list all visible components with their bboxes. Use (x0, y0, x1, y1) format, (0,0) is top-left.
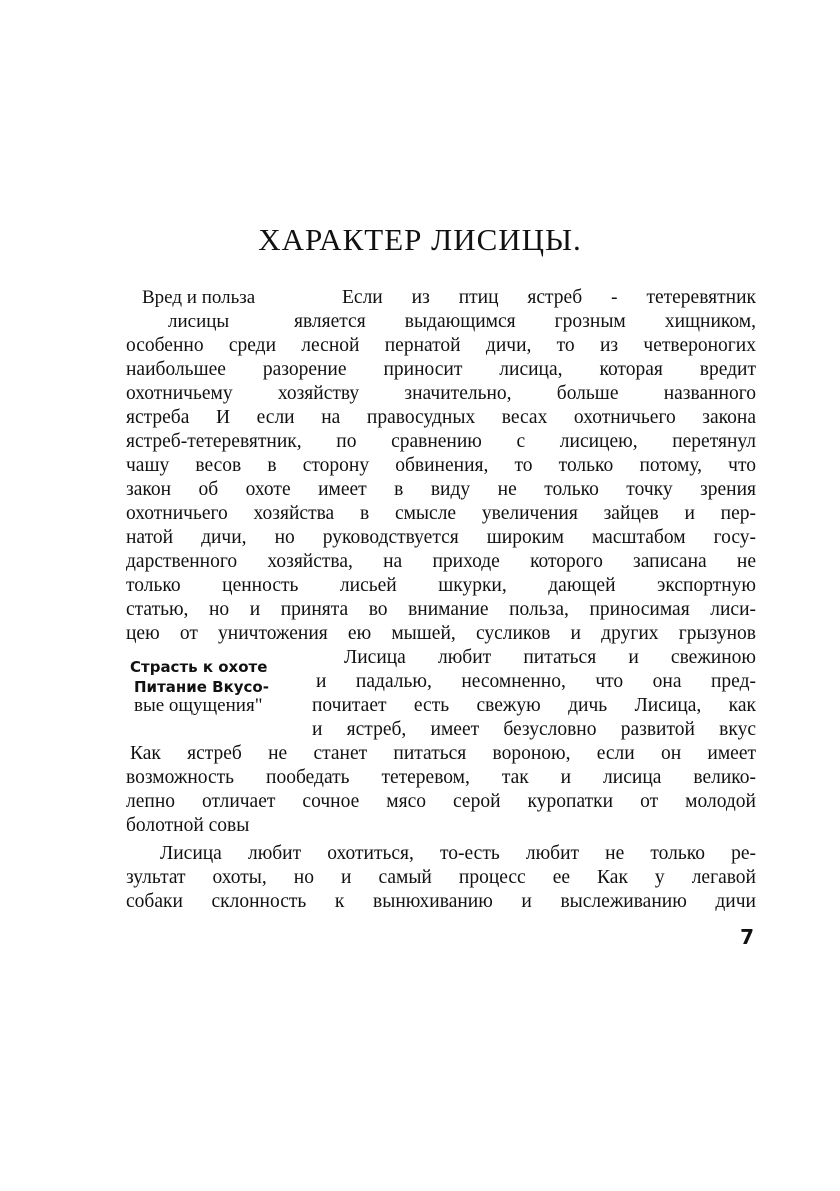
text-line: ястреба И если на правосудных весах охотничьего закона (126, 407, 756, 428)
text-line: чашу весов в сторону обвинения, то только потому, что (126, 455, 756, 476)
text-line: лепно отличает сочное мясо серой куропатки от молодой (126, 791, 756, 812)
margin-note-fox: лисицы (168, 311, 230, 332)
text-line: Если из птиц ястреб - тетеревятник (342, 287, 756, 308)
text-line: натой дичи, но руководствуется широким масштабом госу- (126, 527, 756, 548)
text-line: является выдающимся грозным хищником, (294, 311, 756, 332)
text-line: и падалью, несомненно, что она пред- (316, 671, 756, 692)
text-line: статью, но и принята во внимание польза, приносимая лиси- (126, 599, 756, 620)
text-line: Лисица любит питаться и свежиною (344, 647, 756, 668)
text-line: цею от уничтожения ею мышей, сусликов и других грызунов (126, 623, 756, 644)
margin-note-taste: вые ощущения" (134, 695, 263, 716)
text-line: охотничьего хозяйства в смысле увеличения зайцев и пер- (126, 503, 756, 524)
text-line: и ястреб, имеет безусловно развитой вкус (312, 719, 756, 740)
text-line: зультат охоты, но и самый процесс ее Как у легавой (126, 867, 756, 888)
margin-note-food: Питание Вкусо- (134, 678, 269, 696)
text-line: особенно среди лесной пернатой дичи, то из четвероногих (126, 335, 756, 356)
text-line: ястреб-тетеревятник, по сравнению с лисицею, перетянул (126, 431, 756, 452)
text-line: собаки склонность к вынюхиванию и выслеживанию дичи (126, 891, 756, 912)
text-line: Лисица любит охотиться, то-есть любит не только ре- (160, 843, 756, 864)
text-line: охотничьему хозяйству значительно, больше названного (126, 383, 756, 404)
text-line: наибольшее разорение приносит лисица, которая вредит (126, 359, 756, 380)
text-line: закон об охоте имеет в виду не только точку зрения (126, 479, 756, 500)
text-line: Как ястреб не станет питаться вороною, если он имеет (130, 743, 756, 764)
margin-note-passion: Страсть к охоте (130, 658, 268, 676)
page-number: 7 (740, 925, 754, 949)
margin-note-harm-benefit: Вред и польза (142, 287, 256, 308)
text-line: почитает есть свежую дичь Лисица, как (312, 695, 756, 716)
chapter-title: ХАРАКТЕР ЛИСИЦЫ. (258, 222, 582, 257)
text-line: возможность пообедать тетеревом, так и лисица велико- (126, 767, 756, 788)
text-line: дарственного хозяйства, на приходе которого записана не (126, 551, 756, 572)
text-line: только ценность лисьей шкурки, дающей экспортную (126, 575, 756, 596)
text-line: болотной совы (126, 815, 250, 836)
